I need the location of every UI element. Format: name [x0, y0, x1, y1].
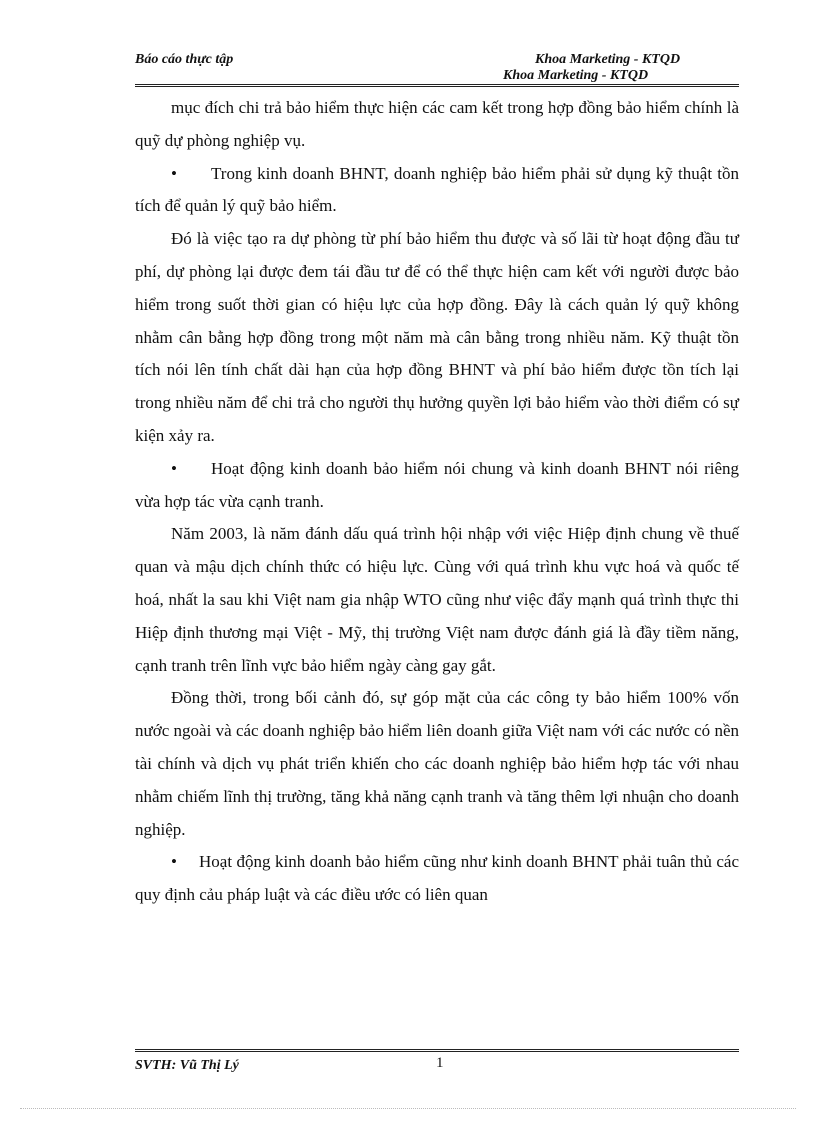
bullet-paragraph: [135, 846, 739, 912]
header-divider: [135, 84, 739, 89]
footer-divider: [135, 1049, 739, 1054]
paragraph-text: Đồng thời, trong bối cảnh đó, sự góp mặt của các công ty bảo hiểm 100% vốn nước ngoài và các doanh nghiệp bảo hiểm liên doanh giữa Việt nam với các nước có nền tài chính và dịch vụ phát triển khiến cho các doanh nghiệp bảo hiểm hợp tác với nhau nhằm chiếm lĩnh thị trường, tăng khả năng cạnh tranh và tăng thêm lợi nhuận cho doanh nghiệp.: [135, 688, 739, 839]
page-number: 1: [436, 1055, 444, 1071]
paragraph: [135, 223, 739, 453]
bullet-icon: •: [171, 458, 177, 478]
bullet-paragraph: [135, 158, 739, 224]
header-title-right-duplicate: Khoa Marketing - KTQD: [503, 68, 649, 83]
paragraph: [135, 92, 739, 158]
paragraph-text: Hoạt động kinh doanh bảo hiểm nói chung và kinh doanh BHNT nói riêng vừa hợp tác vừa cạnh tranh.: [135, 458, 739, 511]
bullet-icon: •: [171, 852, 177, 872]
page-boundary: [20, 1108, 796, 1109]
bullet-icon: •: [171, 163, 177, 183]
header-title-left: Báo cáo thực tập: [135, 52, 234, 67]
paragraph-text: mục đích chi trả bảo hiểm thực hiện các cam kết trong hợp đồng bảo hiểm chính là quỹ dự phòng nghiệp vụ.: [135, 98, 739, 150]
paragraph-text: Hoạt động kinh doanh bảo hiểm cũng như kinh doanh BHNT phải tuân thủ các quy định cảu pháp luật và các điều ước có liên quan: [135, 852, 739, 905]
paragraph-text: Trong kinh doanh BHNT, doanh nghiệp bảo hiểm phải sử dụng kỹ thuật tồn tích để quản lý quỹ bảo hiểm.: [135, 163, 739, 216]
paragraph-text: Năm 2003, là năm đánh dấu quá trình hội nhập với việc Hiệp định chung về thuế quan và mậu dịch chính thức có hiệu lực. Cùng với quá trình khu vực hoá và quốc tế hoá, nhất la sau khi Việt nam gia nhập WTO cũng như việc đẩy mạnh quá trình thực thi Hiệp định thương mại Việt - Mỹ, thị trường Việt nam được đánh giá là đầy tiềm năng, cạnh tranh trên lĩnh vực bảo hiểm ngày càng gay gắt.: [135, 524, 739, 675]
paragraph: [135, 518, 739, 682]
paragraph: [135, 682, 739, 846]
footer-author: SVTH: Vũ Thị Lý: [135, 1058, 239, 1073]
document-body: [135, 92, 739, 912]
header-title-right: Khoa Marketing - KTQD: [535, 52, 681, 67]
bullet-paragraph: [135, 453, 739, 519]
paragraph-text: Đó là việc tạo ra dự phòng từ phí bảo hiểm thu được và số lãi từ hoạt động đầu tư phí, dự phòng lại được đem tái đầu tư để có thể thực hiện cam kết với người được bảo hiểm trong suốt thời gian có hiệu lực của hợp đồng. Đây là cách quản lý quỹ không nhằm cân bằng hợp đồng trong một năm mà cân bằng trong nhiều năm. Kỹ thuật tồn tích nói lên tính chất dài hạn của hợp đồng BHNT và phí bảo hiểm được tồn tích lại trong nhiều năm để chi trả cho người thụ hưởng quyền lợi bảo hiểm vào thời điểm có sự kiện xảy ra.: [135, 229, 739, 445]
